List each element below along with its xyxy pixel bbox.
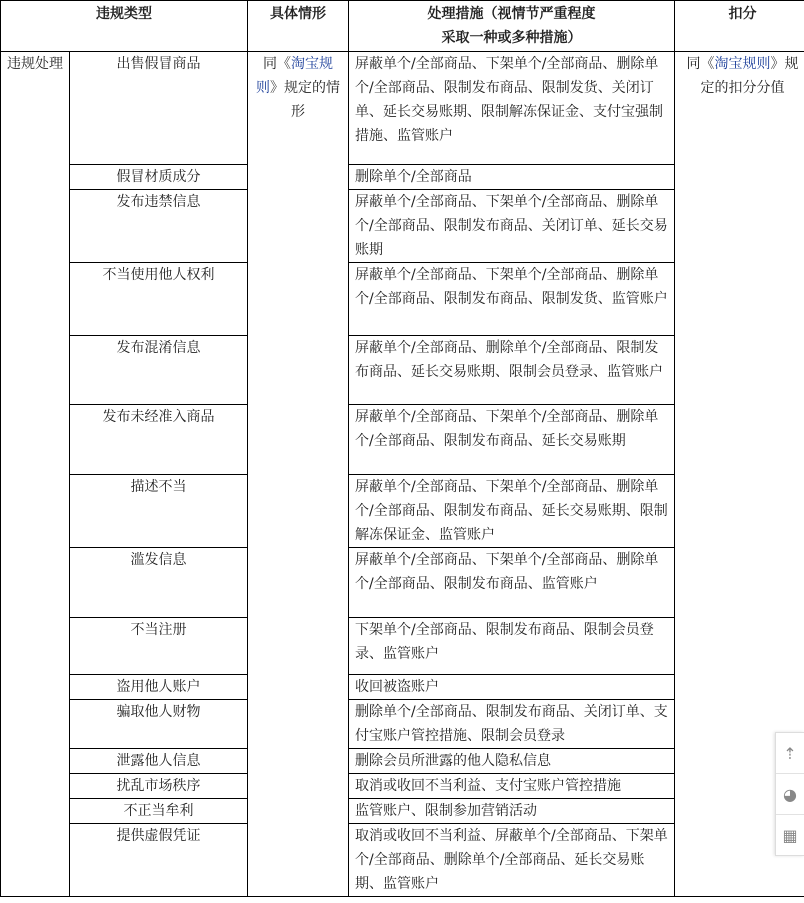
violation-type-cell: 不正当牟利 bbox=[70, 799, 248, 824]
violation-type-cell: 泄露他人信息 bbox=[70, 749, 248, 774]
violation-type-cell: 发布违禁信息 bbox=[70, 190, 248, 263]
header-measures bbox=[349, 1, 675, 52]
measure-cell: 屏蔽单个/全部商品、下架单个/全部商品、删除单个/全部商品、限制发布商品、延长交易账期、限制解冻保证金、监管账户 bbox=[349, 475, 675, 548]
measure-cell: 删除单个/全部商品 bbox=[349, 165, 675, 190]
table-header-row bbox=[1, 1, 804, 52]
header-situation: 具体情形 bbox=[248, 1, 349, 52]
feedback-icon[interactable]: ◕ bbox=[776, 774, 804, 815]
measure-cell: 屏蔽单个/全部商品、删除单个/全部商品、限制发布商品、延长交易账期、限制会员登录、监管账户 bbox=[349, 336, 675, 405]
violation-type-cell: 滥发信息 bbox=[70, 548, 248, 618]
header-measures-line1: 处理措施（视情节严重程度 bbox=[427, 6, 596, 22]
qrcode-icon[interactable]: ▦ bbox=[782, 825, 798, 845]
deduction-suffix: 》规定的扣分分值 bbox=[700, 56, 799, 96]
violation-type-cell: 提供虚假凭证 bbox=[70, 824, 248, 897]
violation-type-cell: 不当注册 bbox=[70, 618, 248, 675]
group-label: 违规处理 bbox=[1, 52, 70, 897]
measure-cell: 屏蔽单个/全部商品、下架单个/全部商品、删除单个/全部商品、限制发布商品、监管账户 bbox=[349, 548, 675, 618]
deduction-prefix: 同《 bbox=[686, 56, 715, 72]
measure-cell: 取消或收回不当利益、屏蔽单个/全部商品、下架单个/全部商品、删除单个/全部商品、延长交易账期、监管账户 bbox=[349, 824, 675, 897]
violation-type-cell: 出售假冒商品 bbox=[70, 52, 248, 165]
situation-cell bbox=[248, 52, 349, 897]
violation-type-cell: 骗取他人财物 bbox=[70, 700, 248, 749]
measure-cell: 取消或收回不当利益、支付宝账户管控措施 bbox=[349, 774, 675, 799]
measure-cell: 下架单个/全部商品、限制发布商品、限制会员登录、监管账户 bbox=[349, 618, 675, 675]
taobao-rules-link[interactable]: 淘宝规则 bbox=[714, 56, 771, 72]
violation-type-cell: 描述不当 bbox=[70, 475, 248, 548]
violation-type-cell: 盗用他人账户 bbox=[70, 675, 248, 700]
taobao-rules-link[interactable]: 淘宝规则 bbox=[256, 56, 333, 96]
measure-cell: 删除会员所泄露的他人隐私信息 bbox=[349, 749, 675, 774]
measure-cell: 屏蔽单个/全部商品、下架单个/全部商品、删除单个/全部商品、限制发布商品、关闭订单、延长交易账期 bbox=[349, 190, 675, 263]
situation-prefix: 同《 bbox=[263, 56, 291, 72]
back-to-top-icon[interactable]: ⇡ bbox=[776, 733, 804, 774]
measure-cell: 监管账户、限制参加营销活动 bbox=[349, 799, 675, 824]
header-violation-type: 违规类型 bbox=[1, 1, 248, 52]
violation-type-cell: 发布混淆信息 bbox=[70, 336, 248, 405]
measure-cell: 删除单个/全部商品、限制发布商品、关闭订单、支付宝账户管控措施、限制会员登录 bbox=[349, 700, 675, 749]
measure-cell: 收回被盗账户 bbox=[349, 675, 675, 700]
violation-type-cell: 假冒材质成分 bbox=[70, 165, 248, 190]
measure-cell: 屏蔽单个/全部商品、下架单个/全部商品、删除单个/全部商品、限制发布商品、限制发货、监管账户 bbox=[349, 263, 675, 336]
measure-cell: 屏蔽单个/全部商品、下架单个/全部商品、删除单个/全部商品、限制发布商品、限制发货、关闭订单、延长交易账期、限制解冻保证金、支付宝强制措施、监管账户 bbox=[349, 52, 675, 165]
table-row bbox=[1, 52, 804, 165]
header-measures-line2: 采取一种或多种措施） bbox=[441, 30, 582, 46]
measure-cell: 屏蔽单个/全部商品、下架单个/全部商品、删除单个/全部商品、限制发布商品、延长交易账期 bbox=[349, 405, 675, 475]
violation-type-cell: 发布未经准入商品 bbox=[70, 405, 248, 475]
violation-type-cell: 扰乱市场秩序 bbox=[70, 774, 248, 799]
situation-suffix: 》规定的情形 bbox=[270, 80, 340, 120]
violation-type-cell: 不当使用他人权利 bbox=[70, 263, 248, 336]
side-toolbar bbox=[775, 732, 804, 856]
header-deduction: 扣分 bbox=[675, 1, 804, 52]
